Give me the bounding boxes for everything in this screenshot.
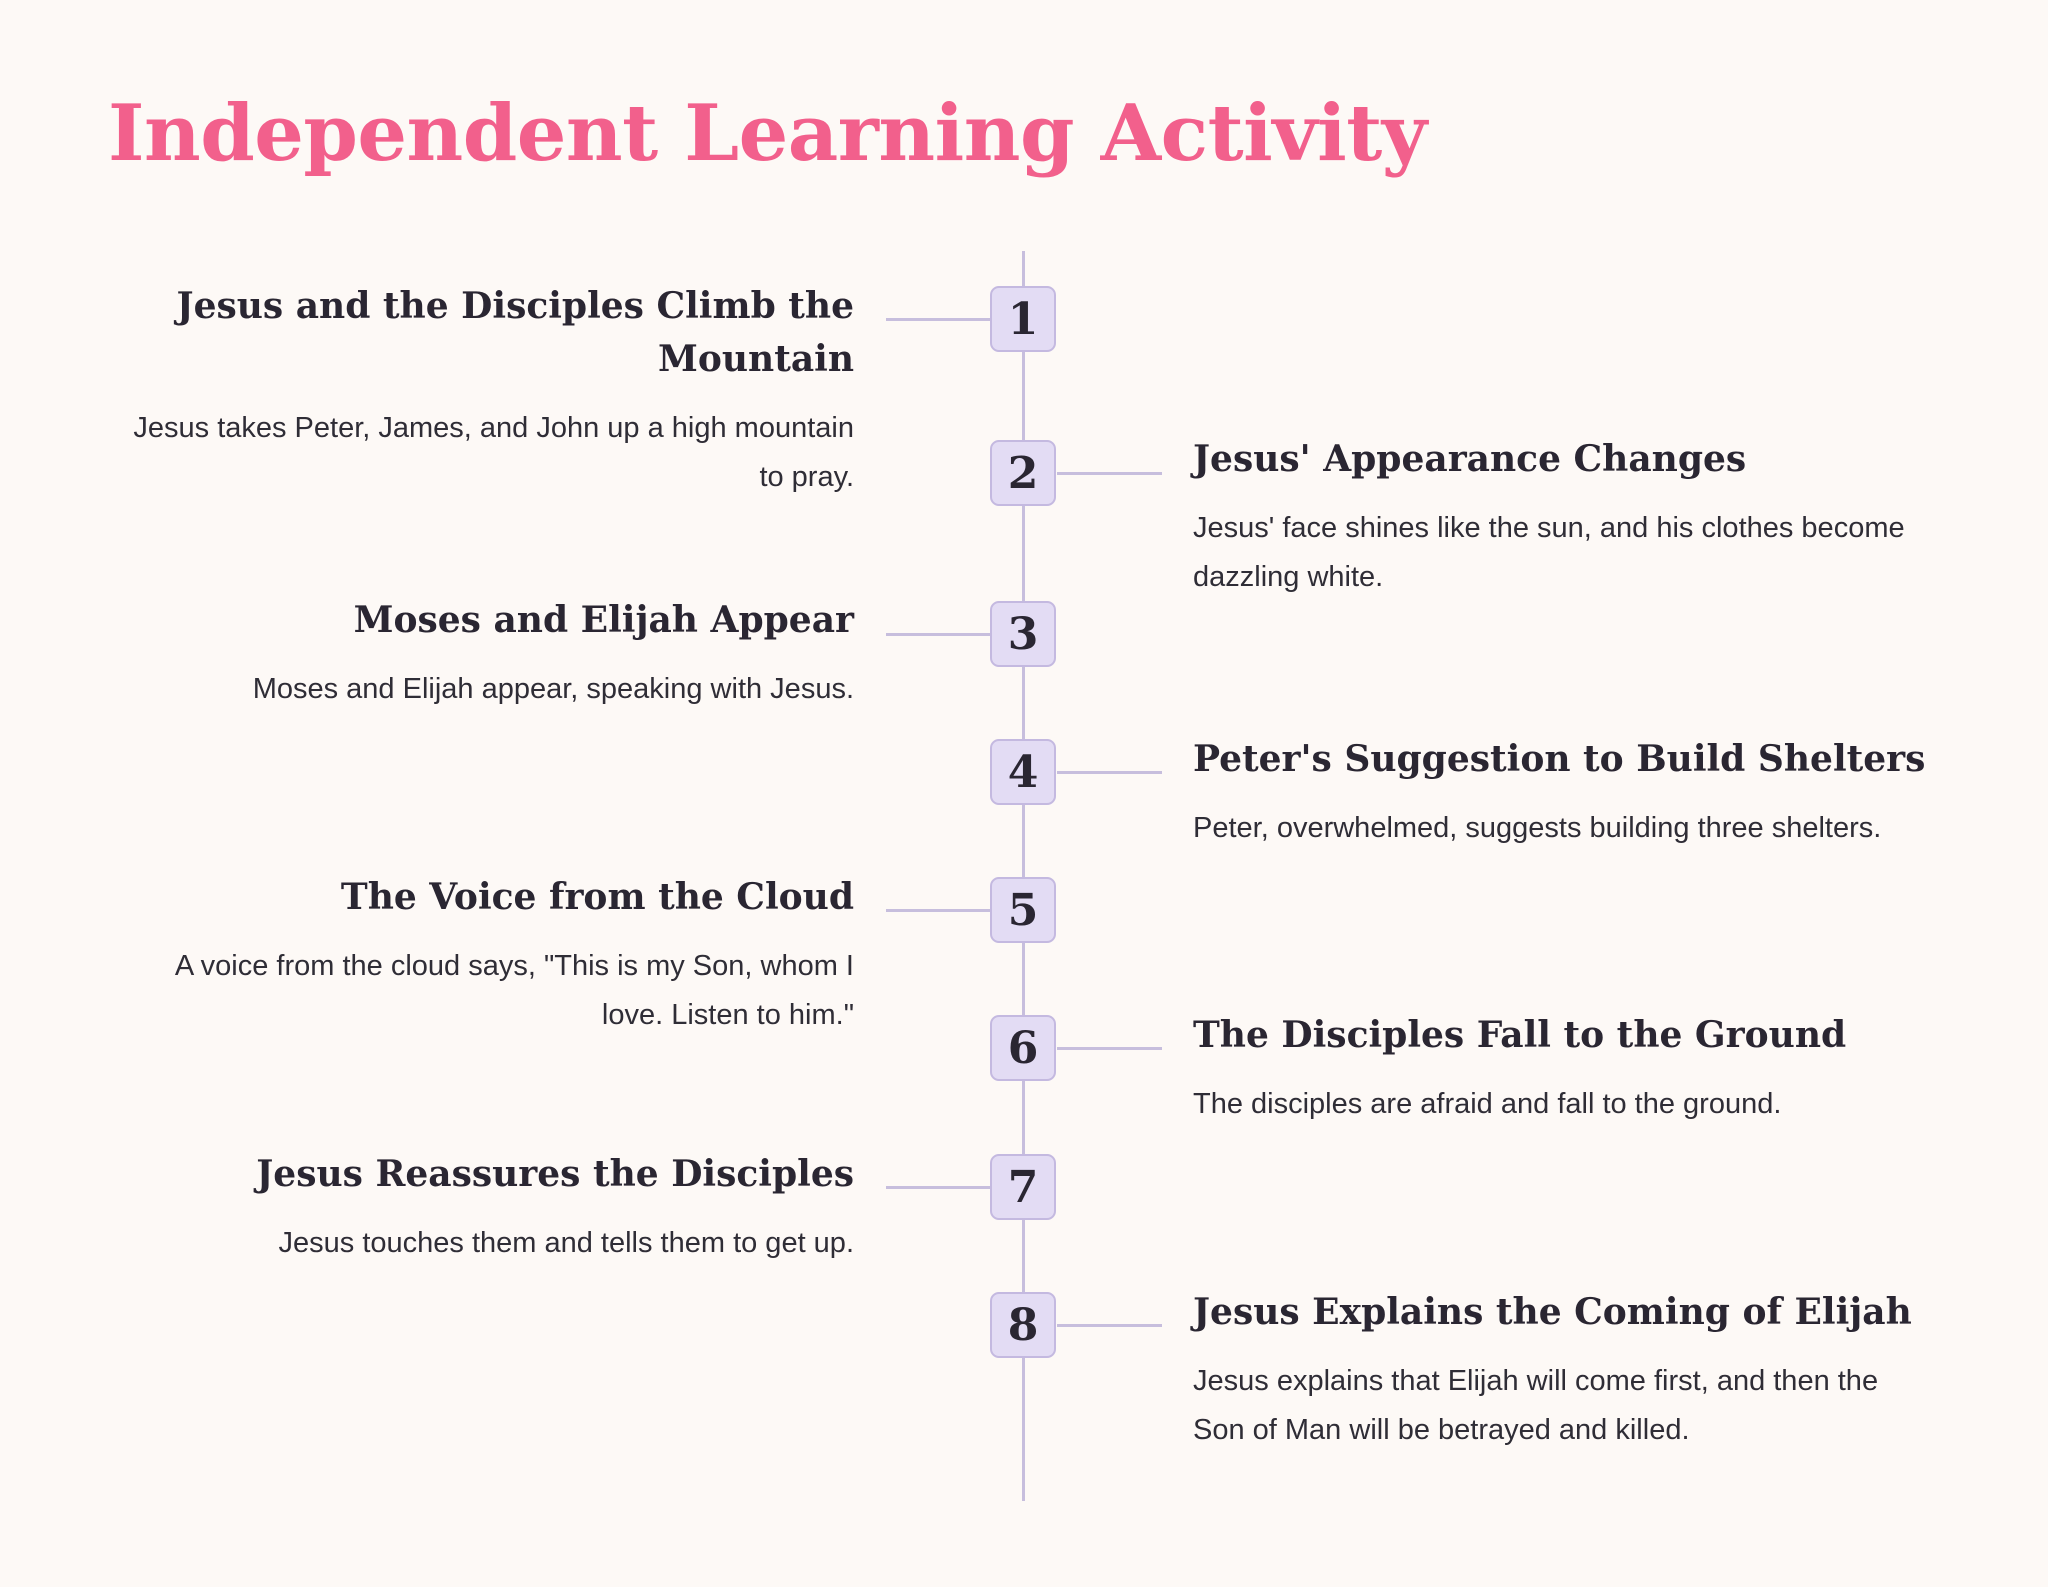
event-2	[1193, 433, 1933, 602]
connector-8	[1057, 1324, 1162, 1327]
connector-7	[886, 1186, 990, 1189]
event-8	[1193, 1286, 1933, 1455]
event-title: Peter's Suggestion to Build Shelters	[1193, 738, 1926, 780]
event-description: Peter, overwhelmed, suggests building three shelters.	[1193, 812, 1882, 844]
event-description: Jesus explains that Elijah will come first, and then the Son of Man will be betrayed and killed.	[1193, 1365, 1879, 1446]
event-title: The Voice from the Cloud	[340, 876, 854, 918]
event-5	[114, 871, 854, 1040]
event-1	[114, 280, 854, 502]
event-7	[114, 1148, 854, 1268]
connector-3	[886, 633, 990, 636]
event-description: The disciples are afraid and fall to the ground.	[1193, 1088, 1782, 1120]
event-description: Jesus takes Peter, James, and John up a high mountain to pray.	[133, 412, 854, 493]
event-description: Jesus' face shines like the sun, and his clothes become dazzling white.	[1193, 512, 1905, 593]
event-3	[114, 594, 854, 714]
event-title: Moses and Elijah Appear	[353, 599, 854, 641]
step-badge-3: 3	[990, 601, 1056, 667]
connector-2	[1057, 472, 1162, 475]
event-description: Jesus touches them and tells them to get up.	[278, 1227, 854, 1259]
event-6	[1193, 1009, 1933, 1129]
step-badge-8: 8	[990, 1292, 1056, 1358]
step-badge-5: 5	[990, 877, 1056, 943]
event-title: Jesus Explains the Coming of Elijah	[1193, 1291, 1912, 1333]
event-4	[1193, 733, 1933, 853]
event-title: Jesus Reassures the Disciples	[256, 1153, 854, 1195]
step-badge-1: 1	[990, 286, 1056, 352]
page-title: Independent Learning Activity	[108, 88, 1427, 179]
step-badge-6: 6	[990, 1015, 1056, 1081]
connector-1	[886, 318, 990, 321]
connector-5	[886, 909, 990, 912]
event-description: Moses and Elijah appear, speaking with Jesus.	[252, 673, 854, 705]
event-title: The Disciples Fall to the Ground	[1193, 1014, 1847, 1056]
connector-4	[1057, 771, 1162, 774]
event-title: Jesus' Appearance Changes	[1193, 438, 1747, 480]
step-badge-2: 2	[990, 440, 1056, 506]
step-badge-7: 7	[990, 1154, 1056, 1220]
step-badge-4: 4	[990, 739, 1056, 805]
connector-6	[1057, 1047, 1162, 1050]
event-title: Jesus and the Disciples Climb the Mountain	[176, 285, 854, 380]
event-description: A voice from the cloud says, "This is my Son, whom I love. Listen to him."	[174, 950, 854, 1031]
